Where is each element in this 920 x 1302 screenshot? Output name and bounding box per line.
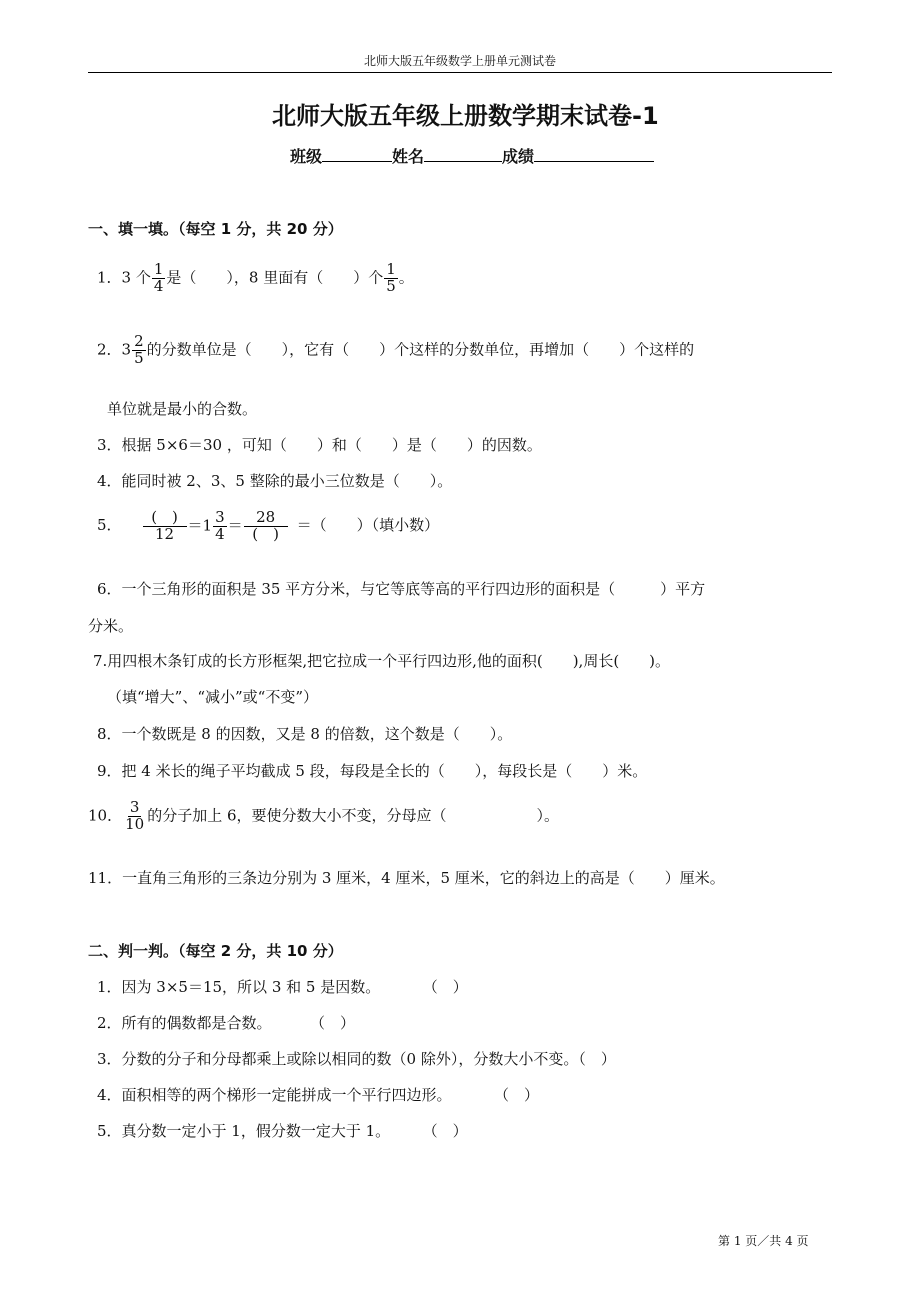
- exam-title: 北师大版五年级上册数学期末试卷-1: [272, 102, 659, 130]
- question-6-continued: 分米。: [88, 617, 134, 635]
- question-2: 2．3 $\frac{2}{5}$ 的分数单位是（ ），它有（ ）个这样的分数单位，再增加（ ）个这样的: [97, 332, 695, 367]
- score-label: 成绩: [502, 147, 535, 166]
- answer-parens[interactable]: （ ）: [501, 1086, 540, 1104]
- answer-parens[interactable]: （ ）: [578, 1050, 616, 1068]
- question-8: 8．一个数既是 8 的因数，又是 8 的倍数，这个数是（ ）。: [97, 725, 513, 743]
- fraction: $\frac{1}{5}$: [386, 260, 396, 295]
- class-blank[interactable]: [322, 145, 392, 162]
- page-header: 北师大版五年级数学上册单元测试卷: [363, 54, 556, 68]
- question-1: 1．3 个 $\frac{1}{4}$ 是（ ），8 里面有（ ）个 $\frac{1}{5}$ 。: [97, 260, 414, 295]
- question-2-continued: 单位就是最小的合数。: [107, 400, 258, 418]
- section-1-heading: 一、填一填。（每空 1 分，共 20 分）: [88, 220, 343, 238]
- answer-parens[interactable]: （ ）: [430, 978, 468, 996]
- judge-item: 4．面积相等的两个梯形一定能拼成一个平行四边形。 （ ）: [97, 1086, 540, 1104]
- section-2-heading: 二、判一判。（每空 2 分，共 10 分）: [88, 942, 343, 960]
- header-divider: [88, 72, 832, 73]
- class-label: 班级: [290, 147, 323, 166]
- answer-parens[interactable]: （ ）: [317, 1014, 356, 1032]
- page-number: 第 1 页／共 4 页: [718, 1234, 809, 1248]
- question-4: 4．能同时被 2、3、5 整除的最小三位数是（ ）。: [97, 472, 453, 490]
- student-info-line: [290, 144, 654, 167]
- answer-parens[interactable]: （ ）: [430, 1122, 468, 1140]
- question-10: 10． $\frac{3}{10}$ 的分子加上 6，要使分数大小不变，分母应（ ）。: [88, 798, 560, 833]
- judge-item: 2．所有的偶数都是合数。 （ ）: [97, 1014, 356, 1032]
- fraction: $\frac{1}{4}$: [153, 260, 164, 295]
- question-6: 6．一个三角形的面积是 35 平方分米，与它等底等高的平行四边形的面积是（ ）平方: [97, 580, 706, 598]
- question-3: 3．根据 5×6＝30 ，可知（ ）和（ ）是（ ）的因数。: [97, 436, 542, 454]
- judge-item: 5．真分数一定小于 1，假分数一定大于 1。 （ ）: [97, 1122, 468, 1140]
- fraction: $\frac{3}{10}$: [125, 798, 145, 833]
- fraction: $\frac{28}{( )}$: [244, 510, 288, 543]
- judge-item: 3．分数的分子和分母都乘上或除以相同的数（0 除外），分数大小不变。（ ）: [97, 1050, 616, 1068]
- question-7-continued: （填“增大”、“减小”或“不变”）: [107, 688, 319, 706]
- question-11: 11．一直角三角形的三条边分别为 3 厘米，4 厘米，5 厘米，它的斜边上的高是（ ）厘米。: [88, 869, 725, 887]
- question-9: 9．把 4 米长的绳子平均截成 5 段，每段是全长的（ ），每段长是（ ）米。: [97, 762, 648, 780]
- fraction: $\frac{3}{4}$: [215, 508, 225, 543]
- fraction: $\frac{( )}{12}$: [143, 510, 187, 543]
- fraction: $\frac{2}{5}$: [134, 332, 144, 367]
- name-blank[interactable]: [424, 145, 502, 162]
- judge-item: 1．因为 3×5＝15，所以 3 和 5 是因数。 （ ）: [97, 978, 468, 996]
- score-blank[interactable]: [534, 145, 654, 162]
- question-7: 7.用四根木条钉成的长方形框架,把它拉成一个平行四边形,他的面积( ),周长( )。: [93, 652, 671, 670]
- question-5: 5． $\frac{( )}{12}$ ＝1 $\frac{3}{4}$ ＝ $\frac{28}{( )}$ ＝（ ）（填小数）: [97, 508, 440, 543]
- name-label: 姓名: [392, 147, 425, 166]
